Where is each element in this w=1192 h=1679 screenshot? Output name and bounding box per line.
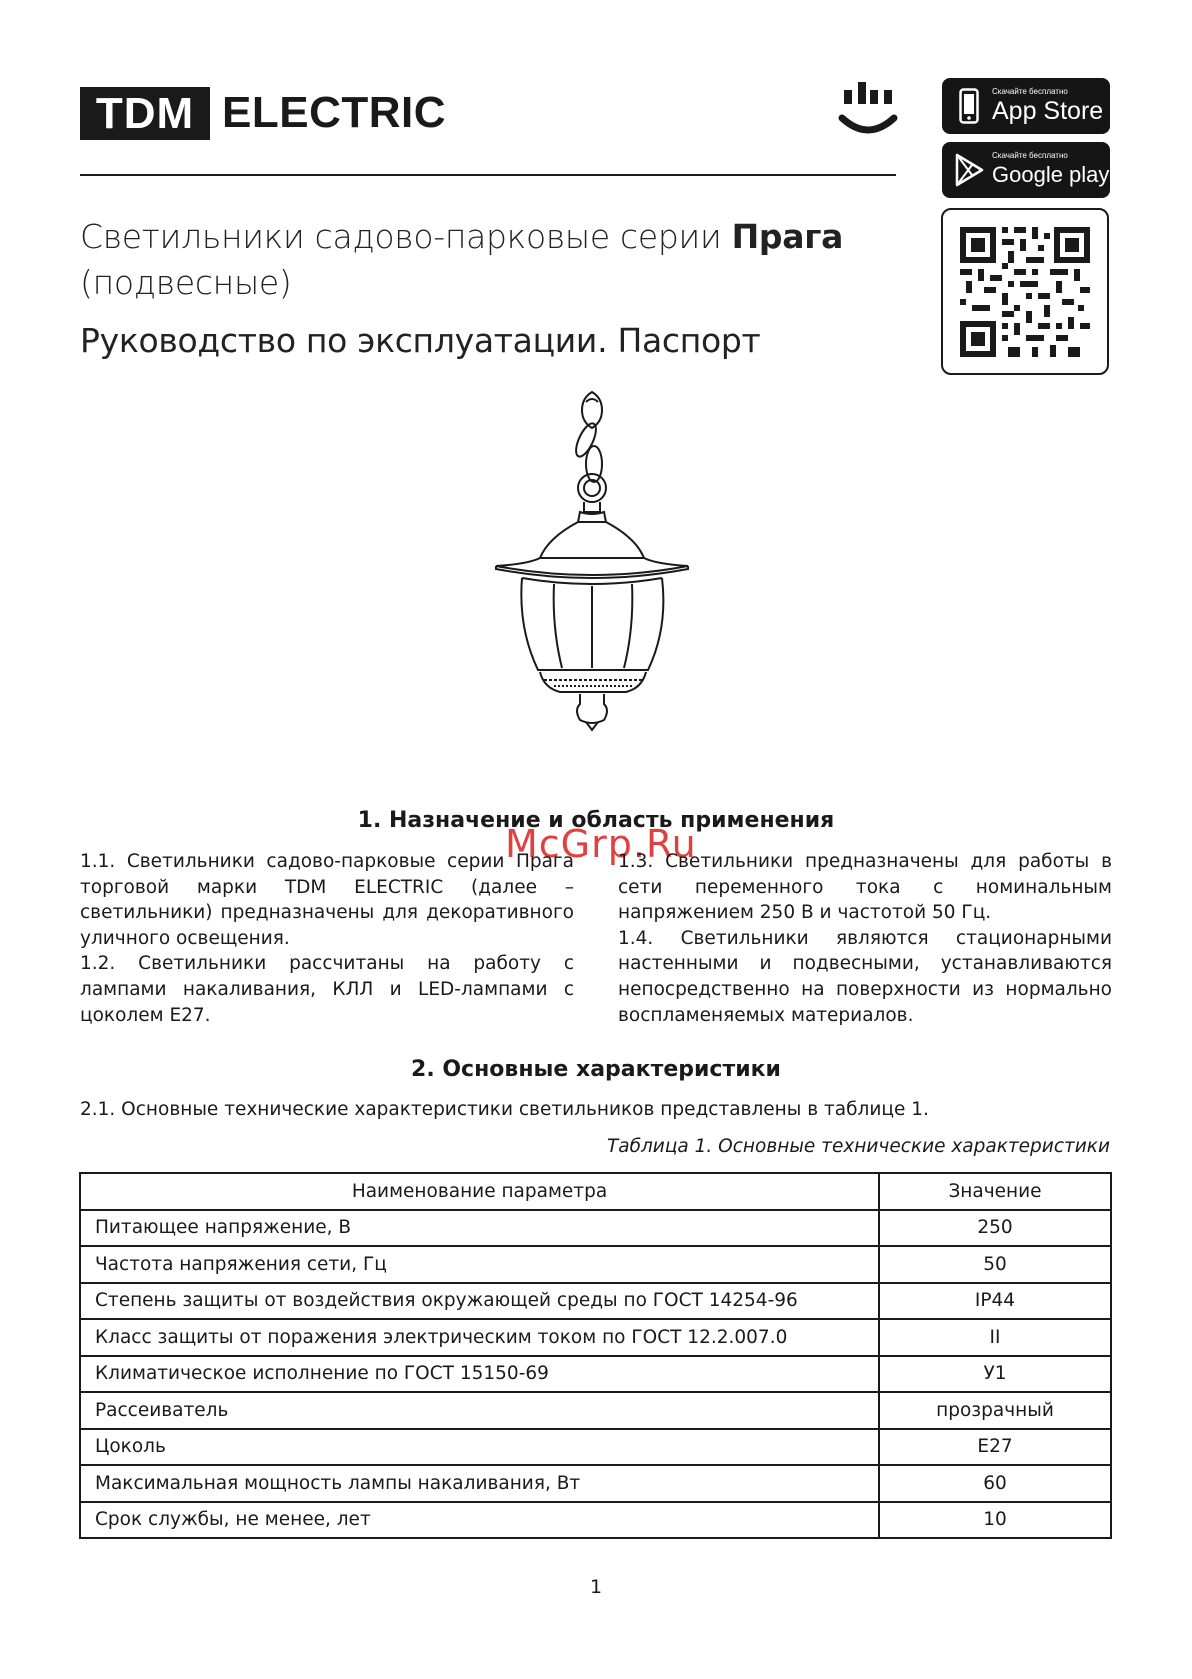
brand-name: ELECTRIC xyxy=(222,88,446,137)
param-cell: Питающее напряжение, В xyxy=(80,1210,879,1247)
value-cell: II xyxy=(879,1319,1111,1356)
watermark: McGrp.Ru xyxy=(505,822,697,866)
param-cell: Максимальная мощность лампы накаливания, Вт xyxy=(80,1465,879,1502)
pendant-lamp-illustration xyxy=(488,388,700,788)
header-value: Значение xyxy=(879,1173,1111,1210)
clause-1-3: 1.3. Светильники предназначены для работы в сети переменного тока с номинальным напряжением 250 В и частотой 50 Гц. xyxy=(618,851,1112,924)
value-cell: IP44 xyxy=(879,1283,1111,1320)
document-title xyxy=(80,214,843,306)
section1-right-column xyxy=(618,849,1112,1028)
table-row xyxy=(80,1429,1111,1466)
table-row xyxy=(80,1465,1111,1502)
param-cell: Класс защиты от поражения электрическим током по ГОСТ 12.2.007.0 xyxy=(80,1319,879,1356)
google-play-small-text: Скачайте бесплатно xyxy=(992,151,1068,160)
clause-1-2: 1.2. Светильники рассчитаны на работу с лампами накаливания, КЛЛ и LED-лампами с цоколем Е27. xyxy=(80,953,574,1026)
table-header-row xyxy=(80,1173,1111,1210)
value-cell: прозрачный xyxy=(879,1392,1111,1429)
param-cell: Частота напряжения сети, Гц xyxy=(80,1246,879,1283)
param-cell: Климатическое исполнение по ГОСТ 15150-69 xyxy=(80,1356,879,1393)
google-play-badge[interactable] xyxy=(942,142,1110,198)
table-row xyxy=(80,1283,1111,1320)
clause-1-4: 1.4. Светильники являются стационарными настенными и подвесными, устанавливаются непосредственно на поверхности из нормально воспламеняемых материалов. xyxy=(618,927,1112,1026)
value-cell: 60 xyxy=(879,1465,1111,1502)
table-row xyxy=(80,1502,1111,1539)
table-row xyxy=(80,1319,1111,1356)
phone-icon xyxy=(952,86,986,126)
clause-2-1: 2.1. Основные технические характеристики светильников представлены в таблице 1. xyxy=(80,1099,929,1120)
clause-1-1: 1.1. Светильники садово-парковые серии Прага торговой марки TDM ELECTRIC (далее – светильники) предназначены для декоративного уличного освещения. xyxy=(80,851,574,949)
param-cell: Рассеиватель xyxy=(80,1392,879,1429)
app-store-badge[interactable] xyxy=(942,78,1110,134)
param-cell: Цоколь xyxy=(80,1429,879,1466)
document-subtitle: Руководство по эксплуатации. Паспорт xyxy=(80,321,761,360)
header-parameter: Наименование параметра xyxy=(80,1173,879,1210)
table-row xyxy=(80,1392,1111,1429)
title-series-name: Прага xyxy=(731,217,844,256)
qr-code-frame[interactable] xyxy=(941,208,1109,375)
header-divider xyxy=(80,174,896,176)
param-cell: Степень защиты от воздействия окружающей среды по ГОСТ 14254-96 xyxy=(80,1283,879,1320)
value-cell: У1 xyxy=(879,1356,1111,1393)
value-cell: 250 xyxy=(879,1210,1111,1247)
app-store-small-text: Скачайте бесплатно xyxy=(992,87,1068,96)
brand-logo-text: TDM xyxy=(95,88,195,138)
section1-left-column xyxy=(80,849,574,1028)
section2-heading: 2. Основные характеристики xyxy=(411,1057,781,1082)
qr-code-icon xyxy=(960,227,1090,357)
page-number: 1 xyxy=(589,1576,603,1598)
smile-icon xyxy=(836,80,900,140)
title-line1-prefix: Светильники садово-парковые серии xyxy=(80,217,732,256)
google-play-label: Google play xyxy=(992,162,1110,187)
value-cell: 10 xyxy=(879,1502,1111,1539)
param-cell: Срок службы, не менее, лет xyxy=(80,1502,879,1539)
table-row xyxy=(80,1210,1111,1247)
table-row xyxy=(80,1246,1111,1283)
table-row xyxy=(80,1356,1111,1393)
app-store-label: App Store xyxy=(992,97,1104,125)
value-cell: Е27 xyxy=(879,1429,1111,1466)
title-line2: (подвесные) xyxy=(80,263,292,302)
play-icon xyxy=(952,150,986,190)
brand-logo-box xyxy=(80,87,210,140)
section1-heading: 1. Назначение и область применения xyxy=(357,808,835,833)
specifications-table xyxy=(79,1172,1112,1539)
value-cell: 50 xyxy=(879,1246,1111,1283)
table-caption: Таблица 1. Основные технические характеристики xyxy=(606,1136,1110,1157)
